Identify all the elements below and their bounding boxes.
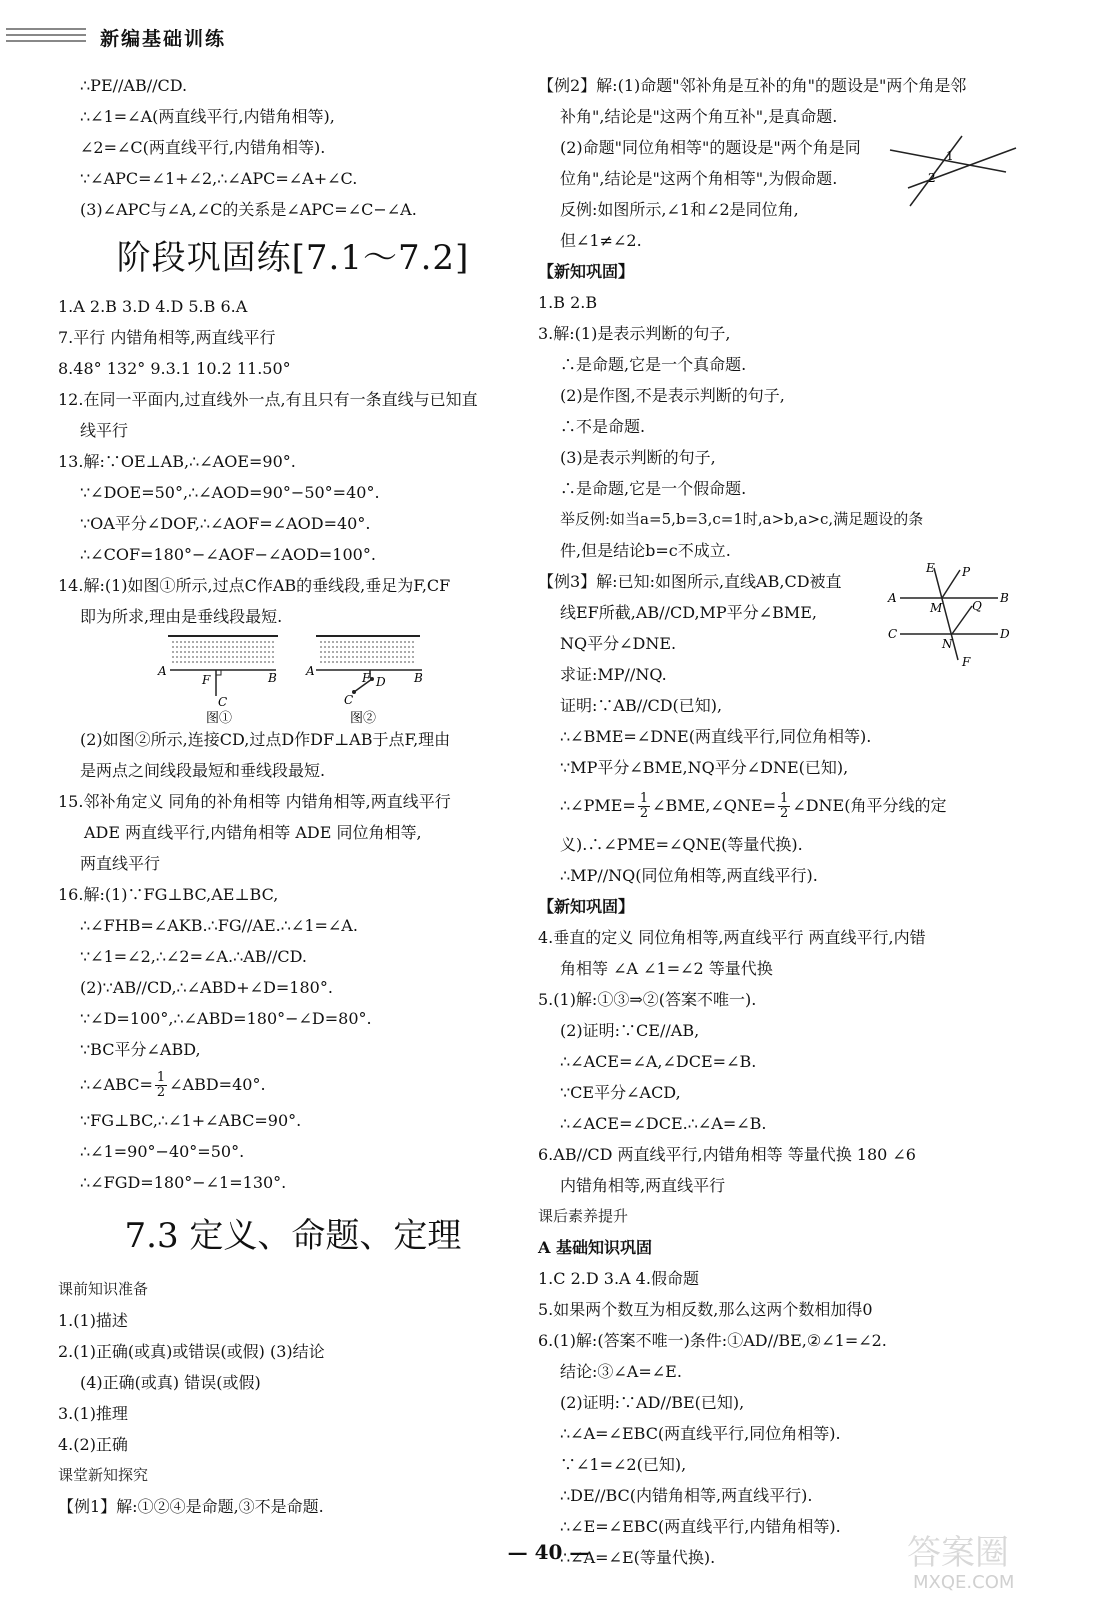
text-line: ∴∠A=∠E(等量代换). (560, 1548, 716, 1567)
subsection-heading: 课前知识准备 (58, 1280, 149, 1298)
text-line: ∵∠1=∠2,∴∠2=∠A.∴AB//CD. (80, 947, 307, 966)
text-line: (3)是表示判断的句子, (560, 448, 716, 467)
text-line: 4.垂直的定义 同位角相等,两直线平行 两直线平行,内错 (538, 928, 926, 947)
page-header (0, 20, 260, 52)
text-line: 【例1】解:①②④是命题,③不是命题. (58, 1497, 324, 1516)
text-line: ∴PE//AB//CD. (80, 76, 188, 95)
angle-label: 1 (946, 149, 954, 163)
text-line: 但∠1≠∠2. (560, 231, 642, 250)
subsection-heading: 课后素养提升 (538, 1207, 629, 1225)
text-line: 14.解:(1)如图①所示,过点C作AB的垂线段,垂足为F,CF (58, 576, 451, 595)
label-n: N (942, 637, 953, 651)
text-line: (2)命题"同位角相等"的题设是"两个角是同 (560, 138, 861, 157)
angle-label: 2 (928, 171, 936, 185)
text-line: 件,但是结论b=c不成立. (560, 541, 731, 560)
label-f: F (962, 655, 971, 669)
watermark-logo (899, 1528, 1089, 1594)
right-column (538, 70, 1038, 1573)
subsection-heading: A 基础知识巩固 (538, 1238, 652, 1257)
text-line: ∵FG⊥BC,∴∠1+∠ABC=90°. (80, 1111, 302, 1130)
text-line: 结论:③∠A=∠E. (560, 1362, 682, 1381)
text-line: (2)是作图,不是表示判断的句子, (560, 386, 785, 405)
text-line: ∴∠ACE=∠DCE.∴∠A=∠B. (560, 1114, 767, 1133)
left-column (58, 70, 528, 1522)
figure-2 (305, 636, 423, 724)
text-line: 内错角相等,两直线平行 (560, 1176, 726, 1195)
label-m: M (930, 601, 943, 615)
header-decoration (6, 28, 86, 46)
text-line: ∵OA平分∠DOF,∴∠AOF=∠AOD=40°. (80, 514, 371, 533)
text-line: ∠2=∠C(两直线平行,内错角相等). (80, 138, 326, 157)
text-line: ∴∠1=90°−40°=50°. (80, 1142, 245, 1161)
label-c: C (888, 627, 898, 641)
text-line: ADE 两直线平行,内错角相等 ADE 同位角相等, (84, 823, 422, 842)
text-line: ∴MP//NQ(同位角相等,两直线平行). (560, 866, 818, 885)
text-line: 线平行 (80, 421, 129, 440)
text-line: ∵BC平分∠ABD, (80, 1040, 201, 1059)
watermark-text: 答案圈 (907, 1533, 1009, 1573)
subsection-heading: 课堂新知探究 (58, 1466, 149, 1484)
label-c: C (344, 693, 354, 707)
text-line: 是两点之间线段最短和垂线段最短. (80, 761, 326, 780)
text-line: ∴是命题,它是一个真命题. (560, 355, 747, 374)
figure-4 (886, 562, 1016, 672)
text-line: 5.如果两个数互为相反数,那么这两个数相加得0 (538, 1300, 873, 1319)
label-d: D (1000, 627, 1010, 641)
label-a: A (306, 664, 315, 678)
fraction: $\frac{1}{2}$ (156, 1070, 166, 1100)
text-line: 13.解:∵OE⊥AB,∴∠AOE=90°. (58, 452, 296, 471)
label-a: A (158, 664, 167, 678)
text-line: 举反例:如当a=5,b=3,c=1时,a>b,a>c,满足题设的条 (560, 510, 924, 528)
text-line: ∴∠E=∠EBC(两直线平行,内错角相等). (560, 1517, 841, 1536)
text-line: 4.(2)正确 (58, 1435, 128, 1454)
example-2-block (538, 132, 1038, 256)
text-line: 证明:∵AB//CD(已知), (560, 696, 723, 715)
text-line: ∴∠FHB=∠AKB.∴FG//AE.∴∠1=∠A. (80, 916, 358, 935)
text-line: 15.邻补角定义 同角的补角相等 内错角相等,两直线平行 (58, 792, 451, 811)
label-b: B (268, 671, 277, 685)
label-e: E (926, 562, 935, 575)
label-q: Q (972, 599, 982, 613)
text-line: ∴是命题,它是一个假命题. (560, 479, 747, 498)
text-line: (4)正确(或真) 错误(或假) (80, 1373, 261, 1392)
label-a: A (888, 591, 897, 605)
text-line: 3.(1)推理 (58, 1404, 128, 1423)
text-line: ∴∠COF=180°−∠AOF−∠AOD=100°. (80, 545, 376, 564)
text-line: 1.B 2.B (538, 293, 598, 312)
text-line: (2)∵AB//CD,∴∠ABD+∠D=180°. (80, 978, 333, 997)
text-line: ∴∠ACE=∠A,∠DCE=∠B. (560, 1052, 757, 1071)
text-line: ∵∠DOE=50°,∴∠AOD=90°−50°=40°. (80, 483, 380, 502)
text-line: (2)证明:∵CE//AB, (560, 1021, 700, 1040)
text-line: ∵∠APC=∠1+∠2,∴∠APC=∠A+∠C. (80, 169, 358, 188)
label-d: D (376, 675, 386, 689)
text-line: 线EF所截,AB//CD,MP平分∠BME, (560, 603, 818, 622)
text-line: 8.48° 132° 9.3.1 10.2 11.50° (58, 359, 291, 378)
text-line: ∴∠A=∠EBC(两直线平行,同位角相等). (560, 1424, 841, 1443)
fraction: $\frac{1}{2}$ (780, 791, 789, 821)
text-line: 角相等 ∠A ∠1=∠2 等量代换 (560, 959, 773, 978)
label-f: F (362, 671, 371, 685)
text-line: ∴DE//BC(内错角相等,两直线平行). (560, 1486, 813, 1505)
text-line: ∴∠FGD=180°−∠1=130°. (80, 1173, 287, 1192)
text-line: ∴∠BME=∠DNE(两直线平行,同位角相等). (560, 727, 872, 746)
figure-caption: 图① (206, 711, 233, 724)
text-line: ∴∠1=∠A(两直线平行,内错角相等), (80, 107, 335, 126)
text-line: 【例3】解:已知:如图所示,直线AB,CD被直 (538, 572, 842, 591)
text-line: (2)证明:∵AD//BE(已知), (560, 1393, 745, 1412)
text-line: 1.C 2.D 3.A 4.假命题 (538, 1269, 699, 1288)
text-line: 两直线平行 (80, 854, 161, 873)
text-line: 12.在同一平面内,过直线外一点,有且只有一条直线与已知直 (58, 390, 478, 409)
fraction: $\frac{1}{2}$ (639, 791, 649, 821)
figure-14 (58, 632, 528, 724)
text-line: NQ平分∠DNE. (560, 634, 677, 653)
text-line: ∵∠1=∠2(已知), (560, 1455, 687, 1474)
label-c: C (218, 695, 228, 709)
text-line: 2.(1)正确(或真)或错误(或假) (3)结论 (58, 1342, 325, 1361)
text-line-fraction: ∴∠PME= $\frac{1}{2}$ ∠BME,∠QNE= $\frac{1}{2}$ ∠DNE(角平分线的定 (560, 791, 947, 821)
text-line: (2)如图②所示,连接CD,过点D作DF⊥AB于点F,理由 (80, 730, 451, 749)
figure-1 (157, 636, 278, 724)
text-line: 位角",结论是"这两个角相等",为假命题. (560, 169, 838, 188)
text-line-fraction: ∴∠ABC= $\frac{1}{2}$ ∠ABD=40°. (80, 1070, 266, 1100)
text-line: 即为所求,理由是垂线段最短. (80, 607, 283, 626)
section-title: 阶段巩固练[7.1～7.2] (116, 238, 470, 278)
example-3-block (538, 562, 1038, 690)
text-line: 求证:MP//NQ. (560, 665, 667, 684)
text-line: 义).∴∠PME=∠QNE(等量代换). (560, 835, 803, 854)
figure-caption: 图② (350, 711, 377, 724)
text-line: ∵CE平分∠ACD, (560, 1083, 681, 1102)
text-line: ∵MP平分∠BME,NQ平分∠DNE(已知), (560, 758, 849, 777)
text-line: 反例:如图所示,∠1和∠2是同位角, (560, 200, 799, 219)
figure-3 (888, 132, 1018, 212)
text-line: 7.平行 内错角相等,两直线平行 (58, 328, 276, 347)
text-line: 3.解:(1)是表示判断的句子, (538, 324, 731, 343)
label-f: F (202, 673, 211, 687)
label-b: B (1000, 591, 1009, 605)
text-line: ∵∠D=100°,∴∠ABD=180°−∠D=80°. (80, 1009, 372, 1028)
subsection-heading: 【新知巩固】 (538, 897, 635, 916)
text-line: 6.AB//CD 两直线平行,内错角相等 等量代换 180 ∠6 (538, 1145, 916, 1164)
figure-14-svg (58, 632, 528, 724)
text-line: 6.(1)解:(答案不唯一)条件:①AD//BE,②∠1=∠2. (538, 1331, 887, 1350)
text-line: 1.A 2.B 3.D 4.D 5.B 6.A (58, 297, 248, 316)
text-line: (3)∠APC与∠A,∠C的关系是∠APC=∠C−∠A. (80, 200, 417, 219)
text-line: 补角",结论是"这两个角互补",是真命题. (560, 107, 838, 126)
label-p: P (962, 565, 971, 579)
text-line: 【例2】解:(1)命题"邻补角是互补的角"的题设是"两个角是邻 (538, 76, 967, 95)
text-line: 1.(1)描述 (58, 1311, 128, 1330)
header-title: 新编基础训练 (100, 28, 227, 50)
text-line: 16.解:(1)∵FG⊥BC,AE⊥BC, (58, 885, 279, 904)
section-title: 7.3 定义、命题、定理 (124, 1216, 462, 1256)
label-b: B (414, 671, 423, 685)
page-number: — 40 — (507, 1540, 590, 1564)
subsection-heading: 【新知巩固】 (538, 262, 635, 281)
text-line: ∴不是命题. (560, 417, 646, 436)
watermark-url: MXQE.COM (913, 1572, 1015, 1593)
text-line: 5.(1)解:①③⇒②(答案不唯一). (538, 990, 757, 1009)
